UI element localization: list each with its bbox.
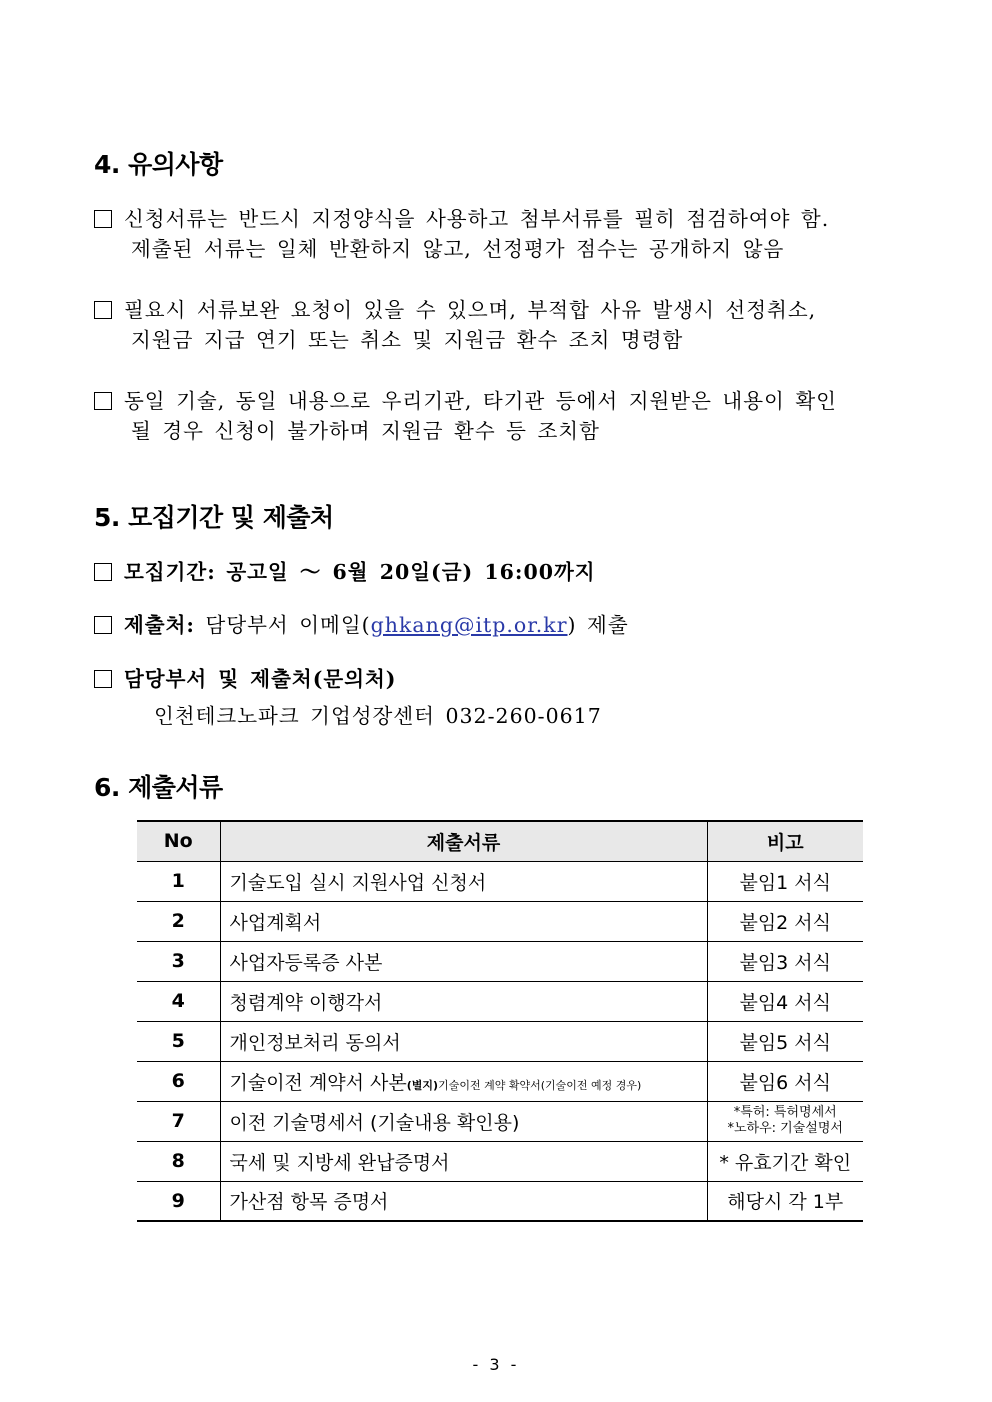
period-item — [94, 557, 596, 587]
section-6-title: 6. 제출서류 — [94, 773, 223, 802]
row-doc-compound — [220, 1061, 707, 1101]
checkbox-icon — [94, 210, 112, 228]
table-row — [137, 981, 863, 1021]
checkbox-icon — [94, 301, 112, 319]
documents-table — [137, 820, 863, 1222]
contact-value: 인천테크노파크 기업성장센터 032-260-0617 — [154, 704, 602, 728]
table-row — [137, 1021, 863, 1061]
notice-item-1 — [94, 204, 829, 264]
row-no: 8 — [137, 1141, 220, 1181]
row-no: 1 — [137, 861, 220, 901]
notice-item-3-line2: 될 경우 신청이 불가하며 지원금 환수 등 조치함 — [131, 419, 600, 443]
section-5-title: 5. 모집기간 및 제출처 — [94, 503, 334, 532]
row-note: * 유효기간 확인 — [707, 1141, 863, 1181]
table-row — [137, 941, 863, 981]
row-doc: 기술이전 계약서 사본 — [229, 1071, 407, 1094]
notice-item-1-line1: 신청서류는 반드시 지정양식을 사용하고 첨부서류를 필히 점검하여야 함. — [124, 207, 830, 231]
contact-item — [94, 664, 397, 694]
row-doc: 기술도입 실시 지원사업 신청서 — [220, 861, 707, 901]
row-no: 5 — [137, 1021, 220, 1061]
row-no: 4 — [137, 981, 220, 1021]
notice-item-3-line1: 동일 기술, 동일 내용으로 우리기관, 타기관 등에서 지원받은 내용이 확인 — [124, 389, 837, 413]
submit-prefix: 담당부서 이메일( — [205, 613, 371, 637]
row-doc: 가산점 항목 증명서 — [220, 1181, 707, 1221]
row-note-line2: *노하우: 기술설명서 — [727, 1121, 843, 1136]
row-doc: 사업계획서 — [220, 901, 707, 941]
period-label: 모집기간: — [124, 560, 216, 584]
row-doc: 국세 및 지방세 완납증명서 — [220, 1141, 707, 1181]
row-no: 6 — [137, 1061, 220, 1101]
table-row — [137, 1061, 863, 1101]
table-header-row — [137, 821, 863, 861]
table-row — [137, 901, 863, 941]
notice-item-1-line2: 제출된 서류는 일체 반환하지 않고, 선정평가 점수는 공개하지 않음 — [131, 237, 785, 261]
row-note-line1: *특허: 특허명세서 — [733, 1105, 837, 1120]
row-doc: 이전 기술명세서 (기술내용 확인용) — [220, 1101, 707, 1141]
row-note: 붙임1 서식 — [707, 861, 863, 901]
row-no: 9 — [137, 1181, 220, 1221]
checkbox-icon — [94, 392, 112, 410]
row-doc: 청렴계약 이행각서 — [220, 981, 707, 1021]
row-note: 붙임2 서식 — [707, 901, 863, 941]
submit-label: 제출처: — [124, 613, 195, 637]
contact-label: 담당부서 및 제출처(문의처) — [124, 667, 397, 691]
row-note-multi — [707, 1101, 863, 1141]
row-no: 3 — [137, 941, 220, 981]
header-no: No — [137, 821, 220, 861]
table-row — [137, 1101, 863, 1141]
row-note: 붙임3 서식 — [707, 941, 863, 981]
table-row — [137, 861, 863, 901]
row-doc: 사업자등록증 사본 — [220, 941, 707, 981]
row-note: 붙임5 서식 — [707, 1021, 863, 1061]
row-note: 붙임6 서식 — [707, 1061, 863, 1101]
row-doc-bold: (별지) — [406, 1078, 439, 1092]
email-link[interactable]: ghkang@itp.or.kr — [370, 613, 568, 637]
header-note: 비고 — [707, 821, 863, 861]
header-doc: 제출서류 — [220, 821, 707, 861]
row-no: 2 — [137, 901, 220, 941]
notice-item-2 — [94, 295, 816, 355]
row-no: 7 — [137, 1101, 220, 1141]
submit-item — [94, 610, 629, 640]
checkbox-icon — [94, 563, 112, 581]
row-note: 붙임4 서식 — [707, 981, 863, 1021]
row-doc: 개인정보처리 동의서 — [220, 1021, 707, 1061]
table-row — [137, 1141, 863, 1181]
notice-item-3 — [94, 386, 837, 446]
checkbox-icon — [94, 616, 112, 634]
checkbox-icon — [94, 670, 112, 688]
row-doc-small: 기술이전 계약 확약서(기술이전 예정 경우) — [438, 1078, 642, 1092]
section-4-title: 4. 유의사항 — [94, 150, 223, 179]
row-note: 해당시 각 1부 — [707, 1181, 863, 1221]
table-row — [137, 1181, 863, 1221]
page-number: - 3 - — [472, 1355, 520, 1374]
submit-suffix: ) 제출 — [567, 613, 629, 637]
period-value: 공고일 ～ 6월 20일(금) 16:00까지 — [226, 560, 596, 584]
notice-item-2-line2: 지원금 지급 연기 또는 취소 및 지원금 환수 조치 명령함 — [131, 328, 684, 352]
notice-item-2-line1: 필요시 서류보완 요청이 있을 수 있으며, 부적합 사유 발생시 선정취소, — [124, 298, 817, 322]
